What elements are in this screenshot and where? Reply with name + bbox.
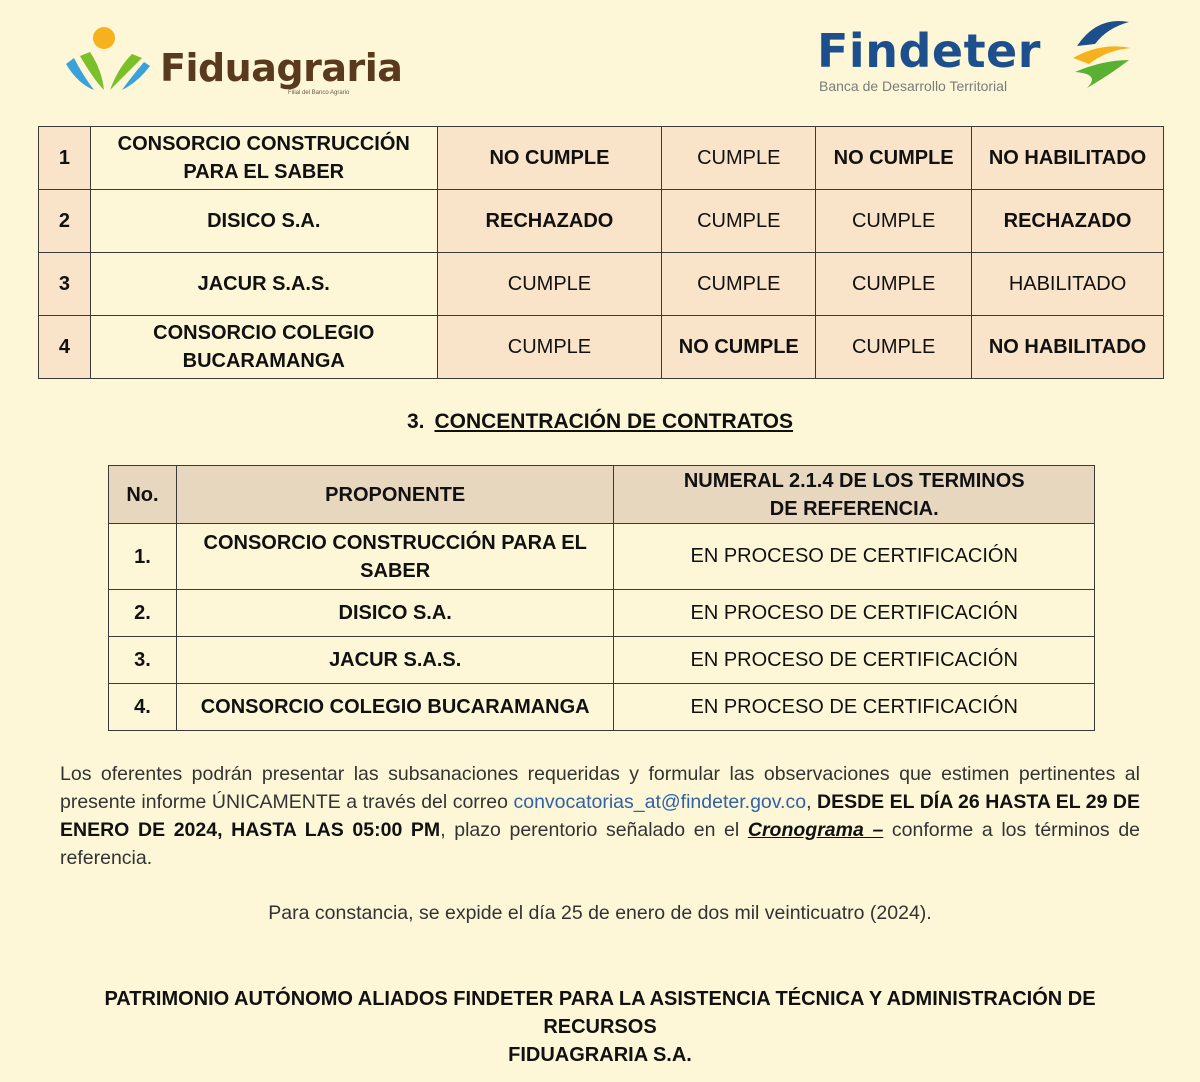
result: HABILITADO: [972, 253, 1164, 316]
proponent-name: CONSORCIO CONSTRUCCIÓN PARA EL SABER: [176, 524, 614, 590]
constancia-line: Para constancia, se expide el día 25 de enero de dos mil veinticuatro (2024).: [268, 902, 932, 924]
header-proponente: PROPONENTE: [176, 466, 614, 524]
header-no: No.: [109, 466, 177, 524]
findeter-wordmark: Findeter: [817, 24, 1041, 78]
row-number: 3: [39, 253, 91, 316]
section-number: 3.: [406, 410, 425, 433]
table-row: [39, 316, 1164, 379]
fiduagraria-tagline: Filial del Banco Agrario: [288, 90, 350, 96]
paragraph-text-3: , plazo perentorio señalado en el: [440, 819, 748, 841]
certification-status: EN PROCESO DE CERTIFICACIÓN: [614, 637, 1095, 684]
contact-email-link[interactable]: convocatorias_at@findeter.gov.co: [513, 791, 807, 813]
row-number: 3.: [109, 637, 177, 684]
row-number: 2: [39, 190, 91, 253]
header-numeral: NUMERAL 2.1.4 DE LOS TERMINOS DE REFERENCIA.: [614, 466, 1095, 524]
criterion-1: CUMPLE: [437, 253, 662, 316]
criterion-2: NO CUMPLE: [662, 316, 816, 379]
findeter-logo: [815, 14, 1145, 104]
paragraph-text-2: ,: [806, 791, 817, 813]
certification-status: EN PROCESO DE CERTIFICACIÓN: [614, 524, 1095, 590]
criterion-2: CUMPLE: [662, 127, 816, 190]
concentration-table: [108, 465, 1095, 731]
proponent-name: DISICO S.A.: [176, 590, 614, 637]
table-row: [39, 127, 1164, 190]
proponent-name: CONSORCIO COLEGIO BUCARAMANGA: [176, 684, 614, 731]
certification-status: EN PROCESO DE CERTIFICACIÓN: [614, 684, 1095, 731]
certification-status: EN PROCESO DE CERTIFICACIÓN: [614, 590, 1095, 637]
section-title-text: CONCENTRACIÓN DE CONTRATOS: [434, 410, 794, 433]
row-number: 4: [39, 316, 91, 379]
table-header-row: [109, 466, 1095, 524]
table-row: [109, 524, 1095, 590]
proponent-name: JACUR S.A.S.: [176, 637, 614, 684]
result: NO HABILITADO: [972, 127, 1164, 190]
result: RECHAZADO: [972, 190, 1164, 253]
criterion-3: NO CUMPLE: [816, 127, 972, 190]
paragraph-text-1: Los oferentes podrán presentar las subsanaciones requeridas y formular las observaciones que estimen pertinentes al presente informe ÚNICAMENTE a través del correo: [60, 763, 1140, 813]
row-number: 4.: [109, 684, 177, 731]
table-row: [109, 590, 1095, 637]
signature-block: [80, 985, 1120, 1069]
table-row: [109, 637, 1095, 684]
criterion-1: CUMPLE: [437, 316, 662, 379]
criterion-3: CUMPLE: [816, 316, 972, 379]
evaluation-table: [38, 126, 1164, 379]
observations-paragraph: [60, 760, 1140, 872]
row-number: 1: [39, 127, 91, 190]
fiduagraria-wordmark: Fiduagraria: [160, 46, 403, 90]
proponent-name: DISICO S.A.: [90, 190, 437, 253]
deadline-dates: DESDE EL DÍA 26 HASTA EL 29 DE ENERO DE 2024, HASTA LAS 05:00 PM: [60, 791, 1141, 841]
criterion-1: RECHAZADO: [437, 190, 662, 253]
cronograma-link[interactable]: Cronograma –: [747, 819, 884, 841]
criterion-2: CUMPLE: [662, 253, 816, 316]
criterion-3: CUMPLE: [816, 190, 972, 253]
proponent-name: CONSORCIO CONSTRUCCIÓN PARA EL SABER: [90, 127, 437, 190]
table-row: [39, 253, 1164, 316]
criterion-3: CUMPLE: [816, 253, 972, 316]
proponent-name: CONSORCIO COLEGIO BUCARAMANGA: [90, 316, 437, 379]
findeter-swoosh-icon: [1067, 14, 1137, 94]
result: NO HABILITADO: [972, 316, 1164, 379]
criterion-1: NO CUMPLE: [437, 127, 662, 190]
criterion-2: CUMPLE: [662, 190, 816, 253]
table-row: [109, 684, 1095, 731]
findeter-tagline: Banca de Desarrollo Territorial: [819, 78, 1008, 94]
paragraph-text-4: conforme a los términos de referencia.: [60, 819, 1141, 869]
fiduagraria-logo: [60, 24, 403, 104]
row-number: 1.: [109, 524, 177, 590]
row-number: 2.: [109, 590, 177, 637]
table-row: [39, 190, 1164, 253]
section-title: [0, 410, 1200, 434]
fiduagraria-emblem-icon: [60, 24, 155, 104]
signature-entity: PATRIMONIO AUTÓNOMO ALIADOS FINDETER PARA LA ASISTENCIA TÉCNICA Y ADMINISTRACIÓN DE RECURSOS: [104, 988, 1096, 1038]
signature-company: FIDUAGRARIA S.A.: [508, 1044, 692, 1066]
proponent-name: JACUR S.A.S.: [90, 253, 437, 316]
